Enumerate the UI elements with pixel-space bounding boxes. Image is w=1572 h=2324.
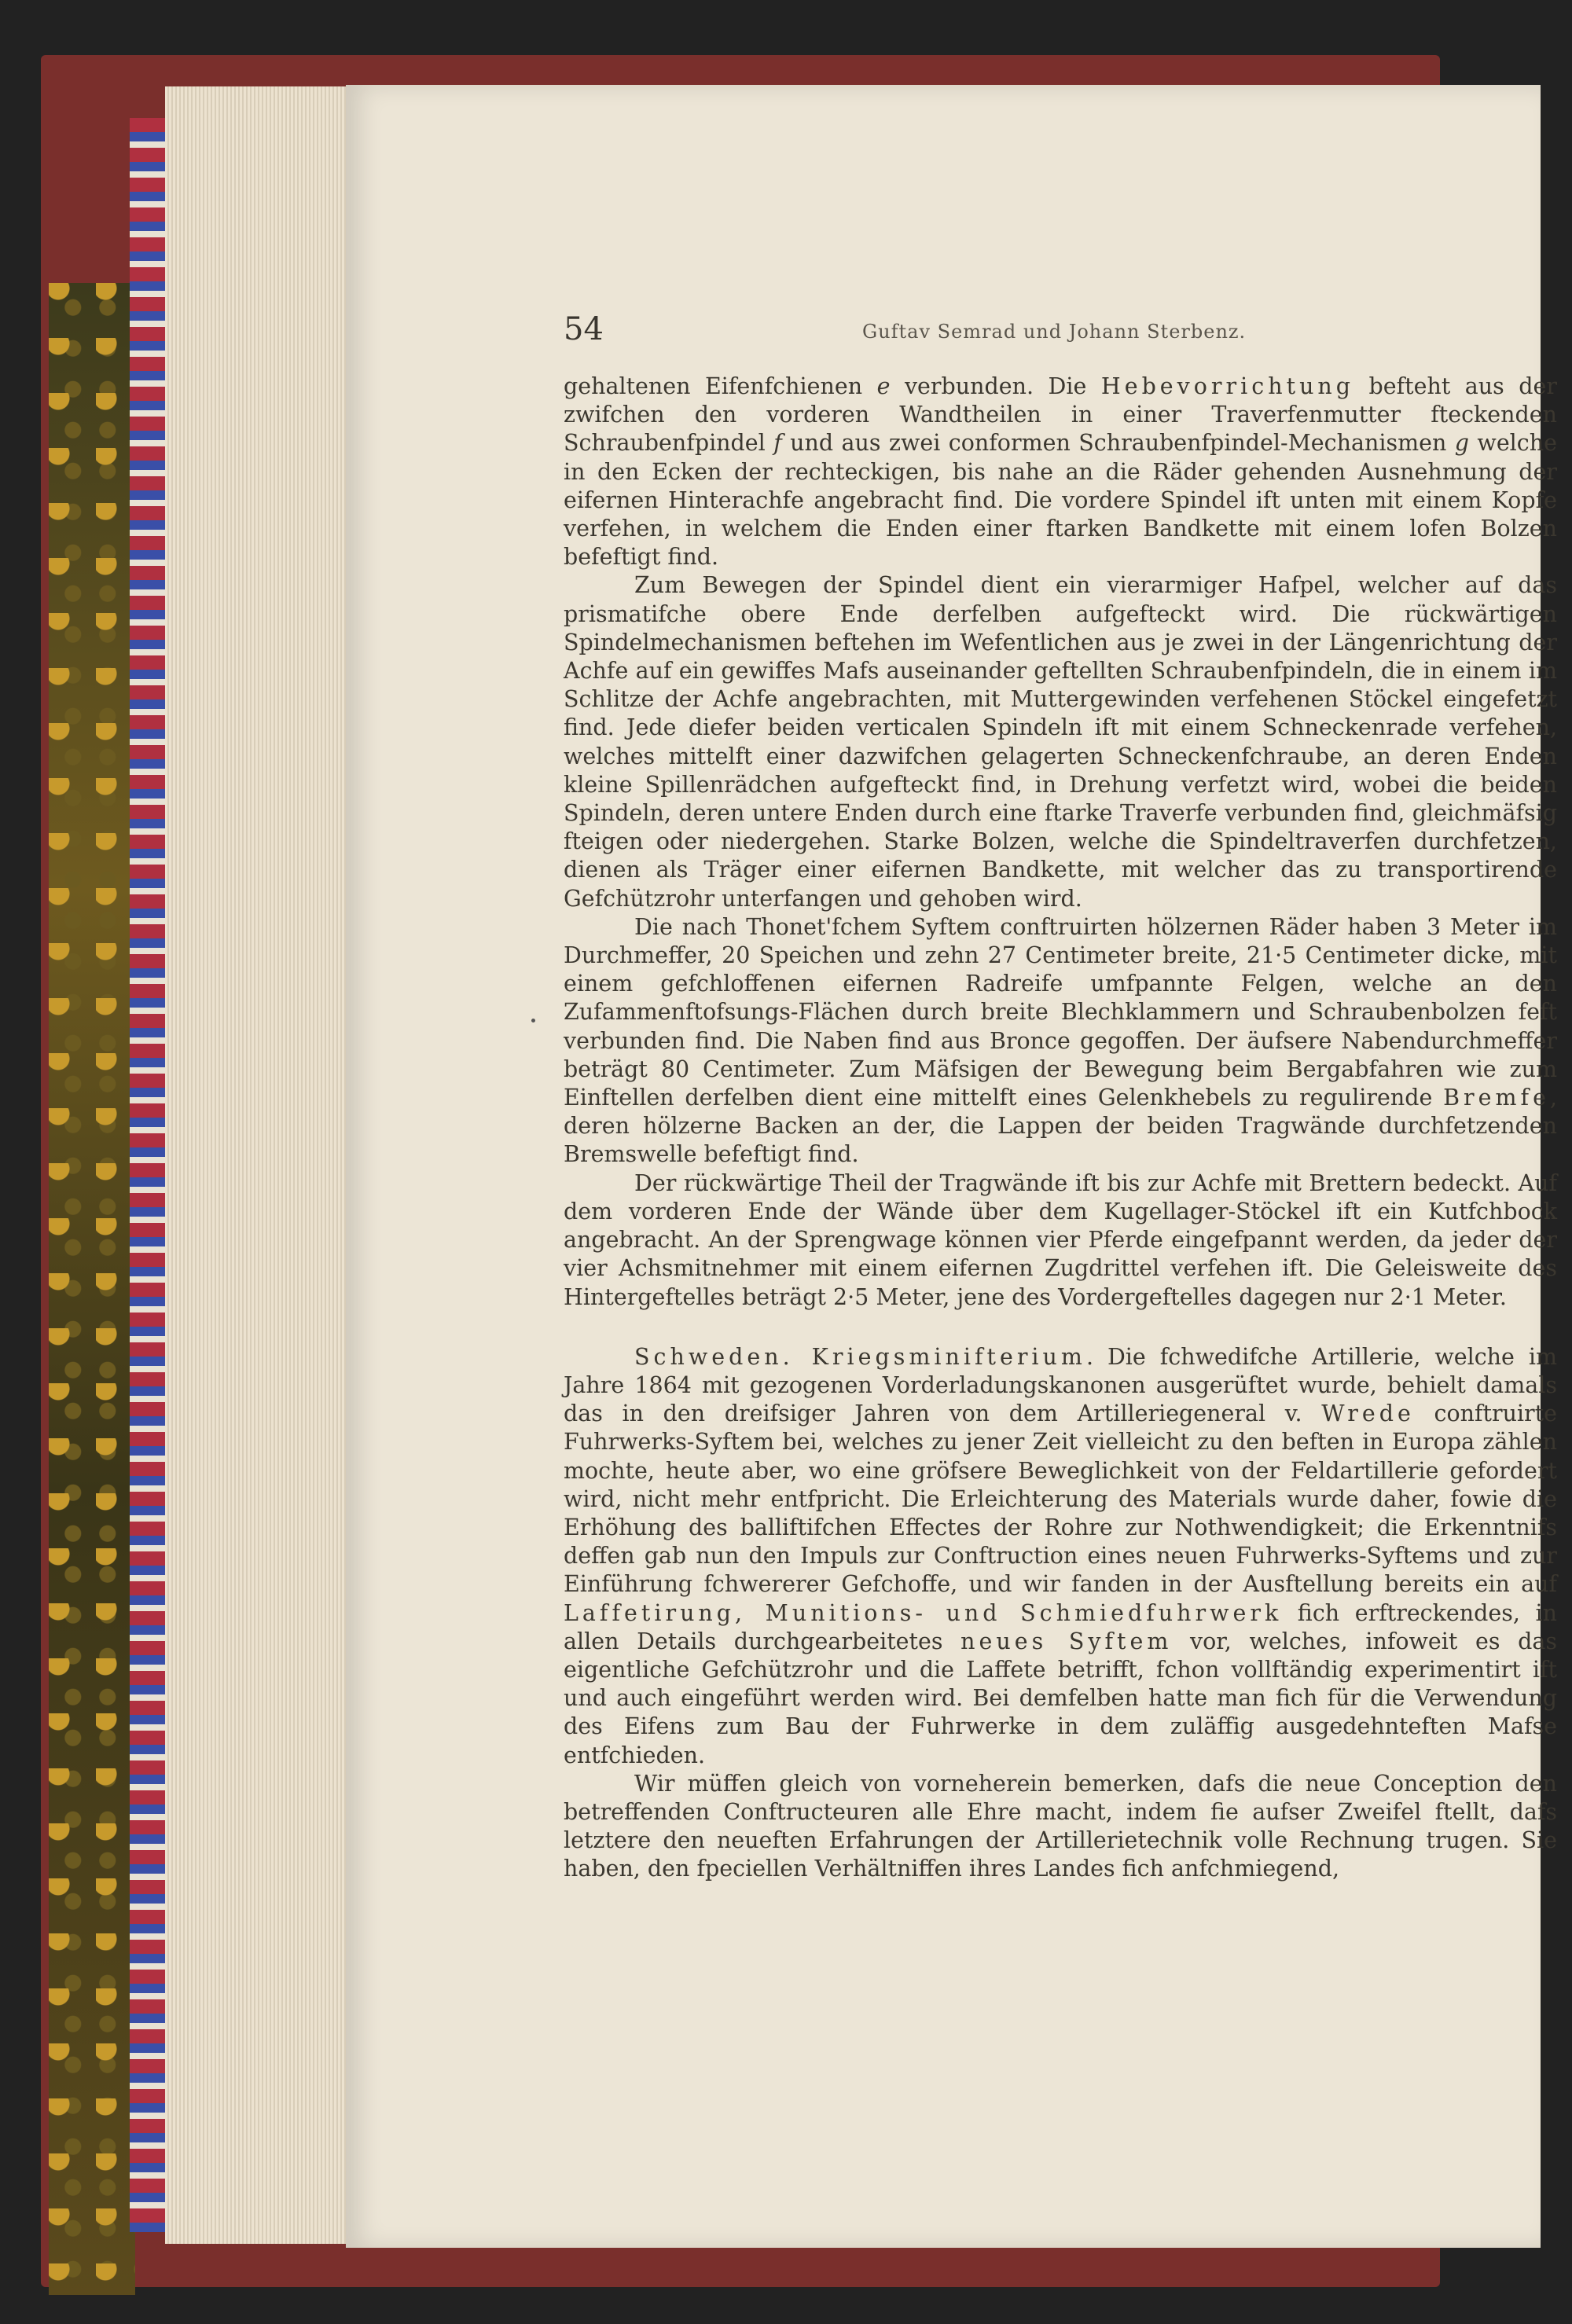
text-run: conftruirte Fuhrwerks-Syftem bei, welches zu jener Zeit vielleicht zu den beften in Europa zählen mochte, heute aber, wo eine gröfsere Beweglichkeit von der Feldartillerie gefordert wird, nicht mehr entfpricht. Die Erleichterung des Materials wurde daher, fowie die Erhöhung des balliftifchen Effectes der Rohre zur Nothwendigkeit; die Erkenntnifs deffen gab nun den Impuls zur Conftruction eines neuen Fuhrwerks-Syftems und zur Einführung fchwererer Gefchoffe, und wir fanden in der Ausftellung bereits ein auf xyxy=(564,1401,1557,1598)
text-run: Zum Bewegen der Spindel dient ein vierarmiger Hafpel, welcher auf das prismatifche obere Ende derfelben aufgefteckt wird. Die rückwärtigen Spindelmechanismen beftehen im Wefentlichen aus je zwei in der Längenrichtung der Achfe auf ein gewiffes Mafs auseinander geftellten Schraubenfpindeln, die in einem im Schlitze der Achfe angebrachten, mit Muttergewinden verfehenen Stöckel eingefetzt find. Jede diefer beiden verticalen Spindeln ift mit einem Schneckenrade verfehen, welches mittelft einer dazwifchen gelagerten Schneckenfchraube, an deren Enden kleine Spillenrädchen aufgefteckt find, in Drehung verfetzt wird, wobei die beiden Spindeln, deren untere Enden durch eine ftarke Traverfe verbunden find, gleichmäfsig fteigen oder niedergehen. Starke Bolzen, welche die Spindeltraverfen durchfetzen, dienen als Träger einer eifernen Bandkette, mit welcher das zu transportirende Gefchützrohr unterfangen und gehoben wird. xyxy=(564,572,1557,912)
page-stack xyxy=(165,86,354,2244)
spaced-emphasis: Wrede xyxy=(1321,1401,1415,1427)
spaced-emphasis: Hebevorrichtung xyxy=(1100,373,1355,399)
text-run: verbunden. Die xyxy=(890,373,1101,399)
italic-letter: g xyxy=(1454,430,1469,457)
text-run: . Die fchwedifche Artillerie, welche im Jahre 1864 mit gezogenen Vorderladungskanonen ausgerüftet wurde, behielt damals das in den dreifsiger Jahren von dem Artilleriegeneral v. xyxy=(564,1343,1557,1427)
italic-letter: f xyxy=(773,430,782,457)
text-run: fich erftreckendes, in allen Details durchgearbeitetes xyxy=(564,1599,1557,1654)
text-run: gehaltenen Eifenfchienen xyxy=(564,373,877,399)
italic-letter: e xyxy=(876,373,891,399)
marbled-page-edge xyxy=(130,118,165,2232)
text-run: vor, welches, infoweit es das eigentliche Gefchützrohr und die Laffete betrifft, fchon vollftändig experimentirt ift und auch eingeführt werden wird. Bei demfelben hatte man fich für die Verwendung des Eifens zum Bau der Fuhrwerke in dem zuläffig ausgedehnteften Mafse entfchieden. xyxy=(564,1628,1557,1768)
text-run: , deren hölzerne Backen an der, die Lappen der beiden Tragwände durchfetzenden Bremswelle befeftigt find. xyxy=(564,1085,1557,1168)
body-text xyxy=(564,373,1557,1884)
paragraph xyxy=(564,913,1557,1169)
paragraph xyxy=(564,1169,1557,1312)
paragraph xyxy=(564,1770,1557,1884)
text-run: welche in den Ecken der rechteckigen, bis nahe an die Räder gehenden Ausnehmung der eifernen Hinterachfe angebracht find. Die vordere Spindel ift unten mit einem Kopfe verfehen, in welchem die Enden einer ftarken Bandkette mit einem lofen Bolzen befeftigt find. xyxy=(564,430,1557,571)
ink-spot xyxy=(531,1019,535,1022)
spaced-emphasis: Bremfe xyxy=(1443,1085,1550,1111)
text-run: Wir müffen gleich von vorneherein bemerken, dafs die neue Conception den betreffenden Conftructeuren alle Ehre macht, indem fie aufser Zweifel ftellt, dafs letztere den neueften Erfahrungen der Artillerietechnik volle Rechnung trugen. Sie haben, den fpeciellen Verhältniffen ihres Landes fich anfchmiegend, xyxy=(564,1770,1557,1882)
marbled-endpaper xyxy=(49,283,135,2295)
text-run: und aus zwei conformen Schraubenfpindel-Mechanismen xyxy=(781,430,1455,457)
text-run: Der rückwärtige Theil der Tragwände ift bis zur Achfe mit Brettern bedeckt. Auf dem vorderen Ende der Wände über dem Kugellager-Stöckel ift ein Kutfchbock angebracht. An der Sprengwage können vier Pferde eingefpannt werden, da jeder der vier Achsmitnehmer mit einem eifernen Zugdrittel verfehen ift. Die Geleisweite des Hintergeftelles beträgt 2·5 Meter, jene des Vordergeftelles dagegen nur 2·1 Meter. xyxy=(564,1169,1557,1310)
paragraph xyxy=(564,571,1557,912)
spaced-emphasis: Laffetirung, Munitions- und Schmiedfuhrwerk xyxy=(564,1599,1283,1626)
text-run: Die nach Thonet'fchem Syftem conftruirten hölzernen Räder haben 3 Meter im Durchmeffer, 20 Speichen und zehn 27 Centimeter breite, 21·5 Centimeter dicke, mit einem gefchloffenen eifernen Radreife umfpannte Felgen, welche an den Zufammenftofsungs-Flächen durch breite Blechklammern und Schraubenbolzen feft verbunden find. Die Naben find aus Bronce gegoffen. Der äufsere Nabendurchmeffer beträgt 80 Centimeter. Zum Mäfsigen der Bewegung beim Bergabfahren wie zum Einftellen derfelben dient eine mittelft eines Gelenkhebels zu regulirende xyxy=(564,913,1557,1111)
paragraph xyxy=(564,1343,1557,1770)
page-header xyxy=(564,311,1350,351)
paragraph xyxy=(564,373,1557,571)
spaced-emphasis: Schweden. Kriegsminifterium xyxy=(634,1343,1086,1370)
running-head: Guftav Semrad und Johann Sterbenz. xyxy=(862,321,1247,343)
page-number: 54 xyxy=(564,311,604,347)
text-run: befteht aus der zwifchen den vorderen Wandtheilen in einer Traverfenmutter fteckenden Schraubenfpindel xyxy=(564,373,1558,457)
spaced-emphasis: neues Syftem xyxy=(960,1628,1173,1654)
